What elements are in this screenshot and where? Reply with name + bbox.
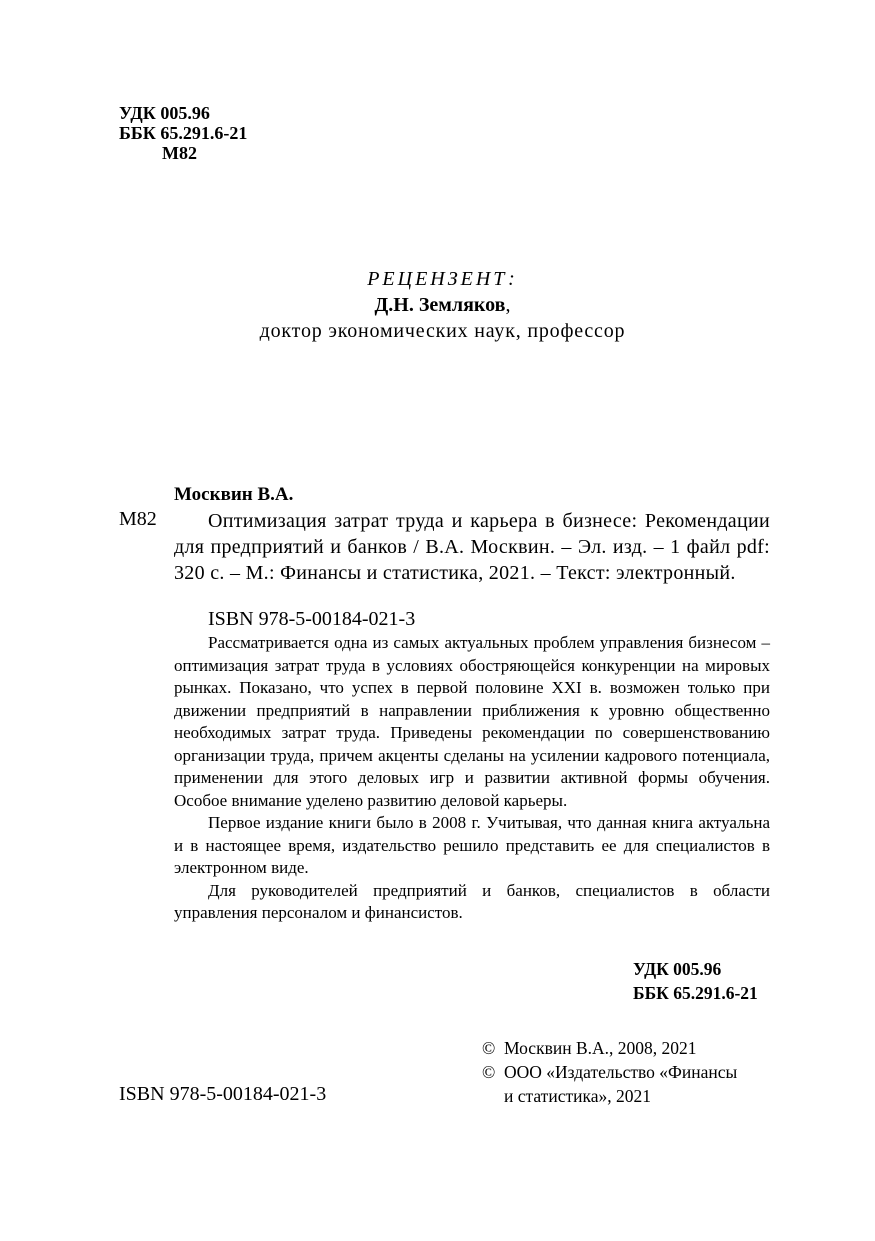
copyright-author-line bbox=[482, 1036, 737, 1060]
copyright-author: Москвин В.А., 2008, 2021 bbox=[504, 1038, 697, 1058]
card-author: Москвин В.А. bbox=[174, 484, 294, 505]
bbk-code-bottom: ББК 65.291.6-21 bbox=[633, 983, 758, 1003]
copyright-publisher-1: ООО «Издательство «Финансы bbox=[504, 1062, 738, 1082]
card-annotation bbox=[174, 632, 770, 925]
copyright-symbol: © bbox=[482, 1038, 496, 1058]
reviewer-name-line bbox=[0, 292, 875, 318]
classification-bottom bbox=[633, 957, 758, 1005]
udk-code-bottom: УДК 005.96 bbox=[633, 959, 722, 979]
copyright-publisher-line-2 bbox=[482, 1084, 737, 1108]
card-isbn: ISBN 978-5-00184-021-3 bbox=[208, 608, 416, 630]
copyright-block bbox=[482, 1036, 737, 1108]
reviewer-block bbox=[0, 266, 875, 344]
isbn-bottom: ISBN 978-5-00184-021-3 bbox=[119, 1083, 327, 1105]
copyright-publisher-line bbox=[482, 1060, 737, 1084]
author-sign: М82 bbox=[162, 143, 197, 163]
bbk-code: ББК 65.291.6-21 bbox=[119, 123, 248, 143]
copyright-publisher-2: и статистика», 2021 bbox=[504, 1086, 651, 1106]
reviewer-name: Д.Н. Земляков bbox=[374, 294, 506, 316]
udk-code: УДК 005.96 bbox=[119, 103, 210, 123]
reviewer-name-suffix: , bbox=[505, 294, 511, 316]
card-description: Оптимизация затрат труда и карьера в бизнесе: Рекомендации для предприятий и банков / В.А. Москвин. – Эл. изд. – 1 файл pdf: 320 с. – М.: Финансы и статистика, 2021. – Текст: электронный. bbox=[174, 510, 770, 584]
copyright-symbol: © bbox=[482, 1062, 496, 1082]
annotation-paragraph: Первое издание книги было в 2008 г. Учитывая, что данная книга актуальна и в настоящее время, издательство решило представить ее для специалистов в электронном виде. bbox=[174, 813, 770, 877]
reviewer-label: РЕЦЕНЗЕНТ: bbox=[367, 268, 518, 290]
classification-top bbox=[119, 103, 247, 163]
annotation-paragraph: Рассматривается одна из самых актуальных проблем управления бизнесом – оптимизация затрат труда в условиях обостряющейся конкуренции на мировых рынках. Показано, что успех в первой половине XXI в. возможен только при движении предприятий в направлении приближения к уровню общественно необходимых затрат труда. Приведены рекомендации по совершенствованию организации труда, причем акценты сделаны на усилении кадрового потенциала, применении для этого деловых игр и развитии активной формы обучения. Особое внимание уделено развитию деловой карьеры. bbox=[174, 633, 770, 810]
annotation-paragraph: Для руководителей предприятий и банков, специалистов в области управления персоналом и финансистов. bbox=[174, 880, 770, 922]
card-code: М82 bbox=[119, 508, 157, 530]
reviewer-title: доктор экономических наук, профессор bbox=[259, 320, 626, 342]
